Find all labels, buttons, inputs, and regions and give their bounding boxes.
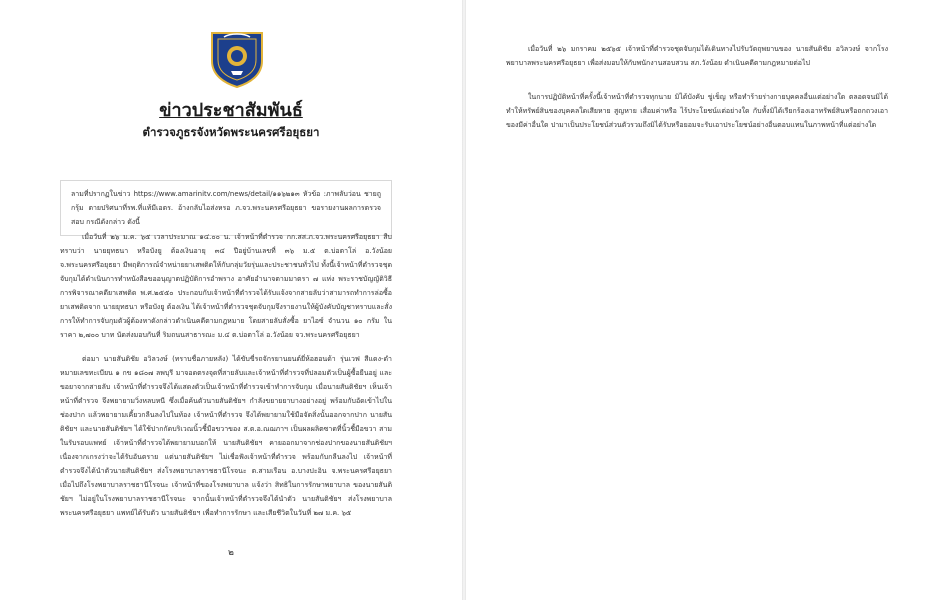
- left-page: [0, 0, 462, 600]
- source-reference-box: [60, 180, 392, 236]
- source-reference-text: ลามที่ปรากฏในข่าว https://www.amarinitv.com/news/detail/๑๑๖๒๑๓ หัวข้อ :ภาพลับว่อน ชายถูกรุ้ม ตายปริศนาที่รพ.ที่แท้มีเอตร. อ้างกลับไอส่งหรอ ภ.จว.พระนครศรีอยุธยา ขอรายงานผลการตรวจสอบ กรณีดังกล่าว ดังนี้: [71, 190, 381, 226]
- right-page: [466, 0, 928, 600]
- body-paragraph: เมื่อวันที่ ๒๖ มกราคม ๒๕๖๕ เจ้าหน้าที่ตำรวจชุดจับกุมได้เดินทางไปรับวัตถุพยานของ นายสันติชัย อวิลวงษ์ จากโรงพยาบาลพระนครศรีอยุธยา เพื่อส่งมอบให้กับพนักงานสอบสวน สภ.วังน้อย ดำเนินคดีตามกฎหมายต่อไป: [506, 45, 888, 67]
- police-emblem-icon: [206, 27, 268, 89]
- body-paragraph: ต่อมา นายสันติชัย อวิลวงษ์ (ทราบชื่อภายหลัง) ได้ขับขี่รถจักรยานยนต์ยี่ห้อฮอนด้า รุ่นเวฟ สีแดง-ดำ หมายเลขทะเบียน ๑ กข ๑๘๐๗ ลพบุรี มาจอดตรงจุดที่สายลับและเจ้าหน้าที่ตำรวจที่ปลอมตัวเป็นผู้ซื้อยืนอยู่ และขอยาจากสายลับ เจ้าหน้าที่ตำรวจจึงได้แสดงตัวเป็นเจ้าหน้าที่ตำรวจเข้าทำการจับกุม เมื่อนายสันติชัยฯ เห็นเจ้าหน้าที่ตำรวจ จึงพยายามวิ่งหลบหนี ซึ่งเมื่อค้นตัวนายสันติชัยฯ กำลังขยายยาบางอย่างอยู่ พร้อมกับอัดเข้าไปในช่องปาก แล้วพยายามเคี้ยวกลืนลงไปในท้อง เจ้าหน้าที่ตำรวจ จึงได้พยายามใช้มือจัดสิ่งนั้นออกจากปาก นายสันติชัยฯ และนายสันติชัยฯ ได้ใช้ปากกัดบริเวณนิ้วชี้มือขวาของ ส.ต.อ.ณฌภาฯ เป็นผลผลิตซาดที่นิ้วชี้มือขวา สามในรับรอบแพทย์ เจ้าหน้าที่ตำรวจได้พยายามบอกให้ นายสันติชัยฯ คายออกมาจากช่องปากของนายสันติชัยฯ เนื่องจากเกรงว่าจะได้รับอันตราย แต่นายสันติชัยฯ ไม่เชื่อฟังเจ้าหน้าที่ตำรวจ พร้อมกับกลืนลงไป เจ้าหน้าที่ตำรวจจึงได้นำตัวนายสันติชัยฯ ส่งโรงพยาบาลราชธานีโรจนะ ต.สามเรือน อ.บางปะอิน จ.พระนครศรีอยุธยา เมื่อไปถึงโรงพยาบาลราชธานีโรจนะ เจ้าหน้าที่ของโรงพยาบาล แจ้งว่า สิทธิในการรักษาพยาบาล ของนายสันติชัยฯ ไม่อยู่ในโรงพยาบาลราชธานีโรจนะ จากนั้นเจ้าหน้าที่ตำรวจจึงได้นำตัว นายสันติชัยฯ ส่งโรงพยาบาลพระนครศรีอยุธยา แพทย์ได้รับตัว นายสันติชัยฯ เพื่อทำการรักษา และเสียชีวิตในวันที่ ๒๗ ม.ค. ๖๕: [60, 355, 392, 517]
- page-subtitle: ตำรวจภูธรจังหวัดพระนครศรีอยุธยา: [142, 125, 320, 139]
- page-number: ๒: [228, 548, 234, 558]
- body-paragraph: เมื่อวันที่ ๒๖ ม.ค. ๖๕ เวลาประมาณ ๑๔.๐๐ น. เจ้าหน้าที่ตำรวจ กก.สส.ภ.จว.พระนครศรีอยุธยา สืบทราบว่า นายยุทธนา หรือบังยู ต้องเงินอายุ ๓๔ ปีอยู่บ้านเลขที่ ๓๖ ม.๕ ต.บ่อตาโล่ อ.วังน้อย จ.พระนครศรีอยุธยา มีพฤติการณ์จำหน่ายยาเสพติดให้กับกลุ่มวัยรุ่นและประชาชนทั่วไป ทั้งนี้เจ้าหน้าที่ตำรวจชุดจับกุมได้ดำเนินการทำหนังสือขออนุญาตปฏิบัติการอำพราง อาศัยอำนาจตามมาตรา ๗ แห่ง พระราชบัญญัติวิธีการพิจารณาคดียาเสพติด พ.ศ.๒๕๕๐ ประกอบกับเจ้าหน้าที่ตำรวจได้รับแจ้งจากสายลับว่าสามารถทำการล่อซื้อยาเสพติดจาก นายยุทธนา หรือบังยู ต้องเงิน ได้เจ้าหน้าที่ตำรวจชุดจับกุมจึงรายงานให้ผู้บังคับบัญชาทราบและสั่งการให้ทำการจับกุมตัวผู้ต้องหาดังกล่าวดำเนินคดีตามกฎหมาย โดยสายลับสั่งซื้อ ยาไอซ์ จำนวน ๑๐ กรัม ในราคา ๒,๗๐๐ บาท นัดส่งมอบกันที่ ริมถนนสาธารณะ ม.๔ ต.บ่อตาโล่ อ.วังน้อย จว.พระนครศรีอยุธยา: [60, 233, 392, 339]
- body-paragraph: ในการปฏิบัติหน้าที่ครั้งนี้เจ้าหน้าที่ตำรวจทุกนาย มิได้บังคับ ขู่เข็ญ หรือทำร้ายร่างกายบุคคลอื่นแต่อย่างใด ตลอดจนมิได้ทำให้ทรัพย์สินของบุคคลใดเสียหาย สูญหาย เสื่อมค่าหรือ ไร้ประโยชน์แต่อย่างใด กับทั้งมิได้เรียกร้องเอาทรัพย์สินหรือถกถวงเอาของมีค่าอื่นใด ปามาเป็นประโยชน์ส่วนตัวรวมถึงมิได้รับหรือยอมจะรับเอาประโยชน์อย่างอื่นตอบแทนในภาพหน้าที่แต่อย่างใด: [506, 93, 888, 129]
- page-title: ข่าวประชาสัมพันธ์: [159, 100, 303, 121]
